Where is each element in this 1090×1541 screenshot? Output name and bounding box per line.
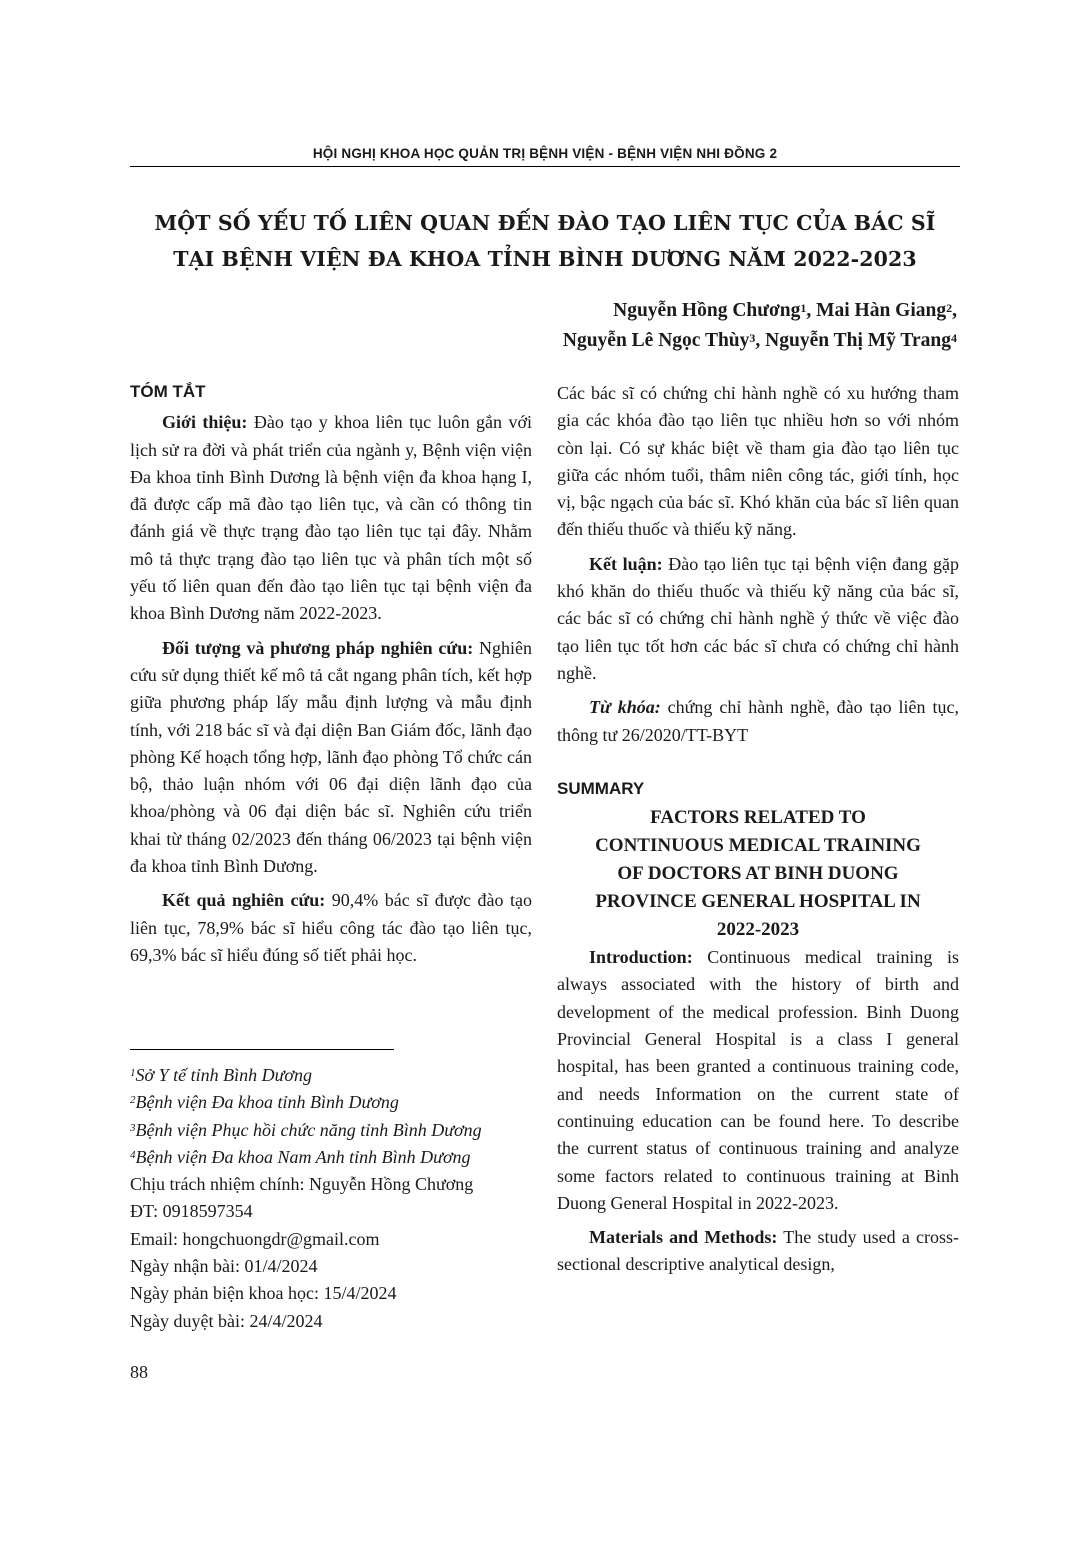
author-separator: , xyxy=(755,330,766,351)
author-line-2 xyxy=(563,326,957,356)
methods-text: Nghiên cứu sử dụng thiết kế mô tả cắt ngang phân tích, kết hợp giữa phương pháp lấy mẫu định lượng và mẫu định tính, với 218 bác sĩ và đại diện Ban Giám đốc, lãnh đạo phòng Kế hoạch tổng hợp, lãnh đạo phòng Tổ chức cán bộ, thảo luận nhóm với 06 đại diện lãnh đạo của khoa/phòng và 06 đại diện bác sĩ. Nghiên cứu triển khai từ tháng 02/2023 đến tháng 06/2023 tại bệnh viện đa khoa tỉnh Bình Dương. xyxy=(130,637,532,877)
author-list xyxy=(563,296,957,356)
title-line-2: TẠI BỆNH VIỆN ĐA KHOA TỈNH BÌNH DƯƠNG NĂM 2022-2023 xyxy=(173,247,917,271)
footnote-rule xyxy=(130,1049,394,1050)
results-label: Kết quả nghiên cứu: xyxy=(162,890,326,911)
english-title-line: FACTORS RELATED TO xyxy=(650,807,866,829)
summary-methods-label: Materials and Methods: xyxy=(589,1227,778,1248)
affiliation-mark: 3 xyxy=(130,1121,136,1134)
author-name: Mai Hàn Giang xyxy=(816,300,947,321)
keywords-paragraph xyxy=(557,694,959,749)
summary-intro-label: Introduction: xyxy=(589,947,693,968)
phone: ĐT: 0918597354 xyxy=(130,1201,253,1222)
abstract-heading: TÓM TẮT xyxy=(130,382,206,401)
author-affiliation-mark: 1 xyxy=(800,301,807,315)
abstract-results-paragraph xyxy=(130,887,532,969)
intro-text: Đào tạo y khoa liên tục luôn gắn với lịch sử ra đời và phát triển của ngành y, Bệnh viện viện Đa khoa tỉnh Bình Dương là bệnh viện đa khoa hạng I, đã được cấp mã đào tạo liên tục, và cần có thông tin đánh giá về thực trạng đào tạo liên tục tại đây. Nhằm mô tả thực trạng đào tạo liên tục và phân tích một số yếu tố liên quan đến đào tạo liên tục tại bệnh viện đa khoa Bình Dương năm 2022-2023. xyxy=(130,412,532,624)
article-title xyxy=(130,205,960,277)
author-affiliation-mark: 2 xyxy=(946,301,953,315)
conclusion-label: Kết luận: xyxy=(589,553,663,574)
conclusion-text: Đào tạo liên tục tại bệnh viện đang gặp khó khăn do thiếu thuốc và thiếu kỹ năng của bác sĩ, các bác sĩ có chứng chỉ hành nghề ý thức về việc đào tạo liên tục tốt hơn các bác sĩ chưa có chứng chỉ hành nghề. xyxy=(557,553,959,683)
abstract-methods-paragraph xyxy=(130,635,532,881)
methods-label: Đối tượng và phương pháp nghiên cứu: xyxy=(162,637,474,658)
page-number: 88 xyxy=(130,1362,148,1382)
affiliation-text: Bệnh viện Đa khoa tỉnh Bình Dương xyxy=(135,1092,399,1113)
summary-methods-paragraph xyxy=(557,1224,959,1279)
affiliation-mark: 1 xyxy=(130,1067,136,1079)
author-name: Nguyễn Lê Ngọc Thùy xyxy=(562,330,750,351)
affiliation-3 xyxy=(130,1117,550,1144)
author-line-1 xyxy=(563,296,957,326)
results-text: 90,4% bác sĩ được đào tạo liên tục, 78,9% bác sĩ hiểu công tác đào tạo liên tục, 69,3% bác sĩ hiểu đúng số tiết phải học. xyxy=(130,890,532,965)
right-column xyxy=(557,380,959,1279)
affiliation-mark: 2 xyxy=(130,1094,136,1107)
author-name: Nguyễn Hồng Chương xyxy=(613,300,801,321)
author-affiliation-mark: 3 xyxy=(749,331,756,345)
keywords-text: chứng chỉ hành nghề, đào tạo liên tục, thông tư 26/2020/TT-BYT xyxy=(557,697,959,745)
affiliation-text: Bệnh viện Đa khoa Nam Anh tỉnh Bình Dương xyxy=(135,1146,471,1167)
english-title-line: OF DOCTORS AT BINH DUONG xyxy=(617,863,899,885)
corresponding-author: Chịu trách nhiệm chính: Nguyễn Hồng Chương xyxy=(130,1174,474,1195)
author-separator: , xyxy=(952,300,957,321)
date-received: Ngày nhận bài: 01/4/2024 xyxy=(130,1256,318,1277)
english-title xyxy=(557,804,959,944)
author-name: Nguyễn Thị Mỹ Trang xyxy=(765,330,951,351)
summary-intro-paragraph xyxy=(557,944,959,1217)
english-title-line: PROVINCE GENERAL HOSPITAL IN xyxy=(595,891,921,913)
email: Email: hongchuongdr@gmail.com xyxy=(130,1228,380,1249)
affiliation-mark: 4 xyxy=(130,1148,136,1161)
left-column xyxy=(130,378,532,969)
title-line-1: MỘT SỐ YẾU TỐ LIÊN QUAN ĐẾN ĐÀO TẠO LIÊN TỤC CỦA BÁC SĨ xyxy=(154,211,936,235)
date-accepted: Ngày duyệt bài: 24/4/2024 xyxy=(130,1310,323,1331)
affiliation-text: Bệnh viện Phục hồi chức năng tỉnh Bình Dương xyxy=(135,1119,482,1140)
author-separator: , xyxy=(806,300,817,321)
intro-label: Giới thiệu: xyxy=(162,412,248,433)
english-title-line: 2022-2023 xyxy=(716,919,800,941)
affiliation-text: Sở Y tế tỉnh Bình Dương xyxy=(135,1065,313,1085)
keywords-label: Từ khóa: xyxy=(589,697,661,718)
affiliation-4 xyxy=(130,1144,550,1171)
affiliation-2 xyxy=(130,1089,550,1116)
abstract-intro-paragraph xyxy=(130,409,532,627)
running-header: HỘI NGHỊ KHOA HỌC QUẢN TRỊ BỆNH VIỆN - BỆNH VIỆN NHI ĐỒNG 2 xyxy=(312,146,778,161)
header-rule xyxy=(130,166,960,167)
footnotes xyxy=(130,1062,550,1335)
english-title-line: CONTINUOUS MEDICAL TRAINING xyxy=(595,835,921,857)
summary-heading: SUMMARY xyxy=(557,778,645,798)
abstract-results-continued: Các bác sĩ có chứng chỉ hành nghề có xu hướng tham gia các khóa đào tạo liên tục nhiều hơn so với nhóm còn lại. Có sự khác biệt về tham gia đào tạo liên tục giữa các nhóm tuổi, thâm niên công tác, giới tính, học vị, bậc ngạch của bác sĩ. Khó khăn của bác sĩ liên quan đến thiếu thuốc và thiếu kỹ năng. xyxy=(557,383,959,540)
summary-intro-text: Continuous medical training is always associated with the history of birth and development of the medical profession. Binh Duong Provincial General Hospital is a class I general hospital, has been granted a continuous training code, and needs Information on the current state of continuing education can be found here. To describe the current status of continuous training and analyze some factors related to continuous training at Binh Duong General Hospital in 2022-2023. xyxy=(557,947,959,1213)
abstract-conclusion-paragraph xyxy=(557,551,959,687)
affiliation-1 xyxy=(130,1062,550,1089)
summary-methods-text: The study used a cross-sectional descriptive analytical design, xyxy=(557,1227,960,1275)
date-reviewed: Ngày phản biện khoa học: 15/4/2024 xyxy=(130,1283,397,1304)
author-affiliation-mark: 4 xyxy=(951,331,957,345)
